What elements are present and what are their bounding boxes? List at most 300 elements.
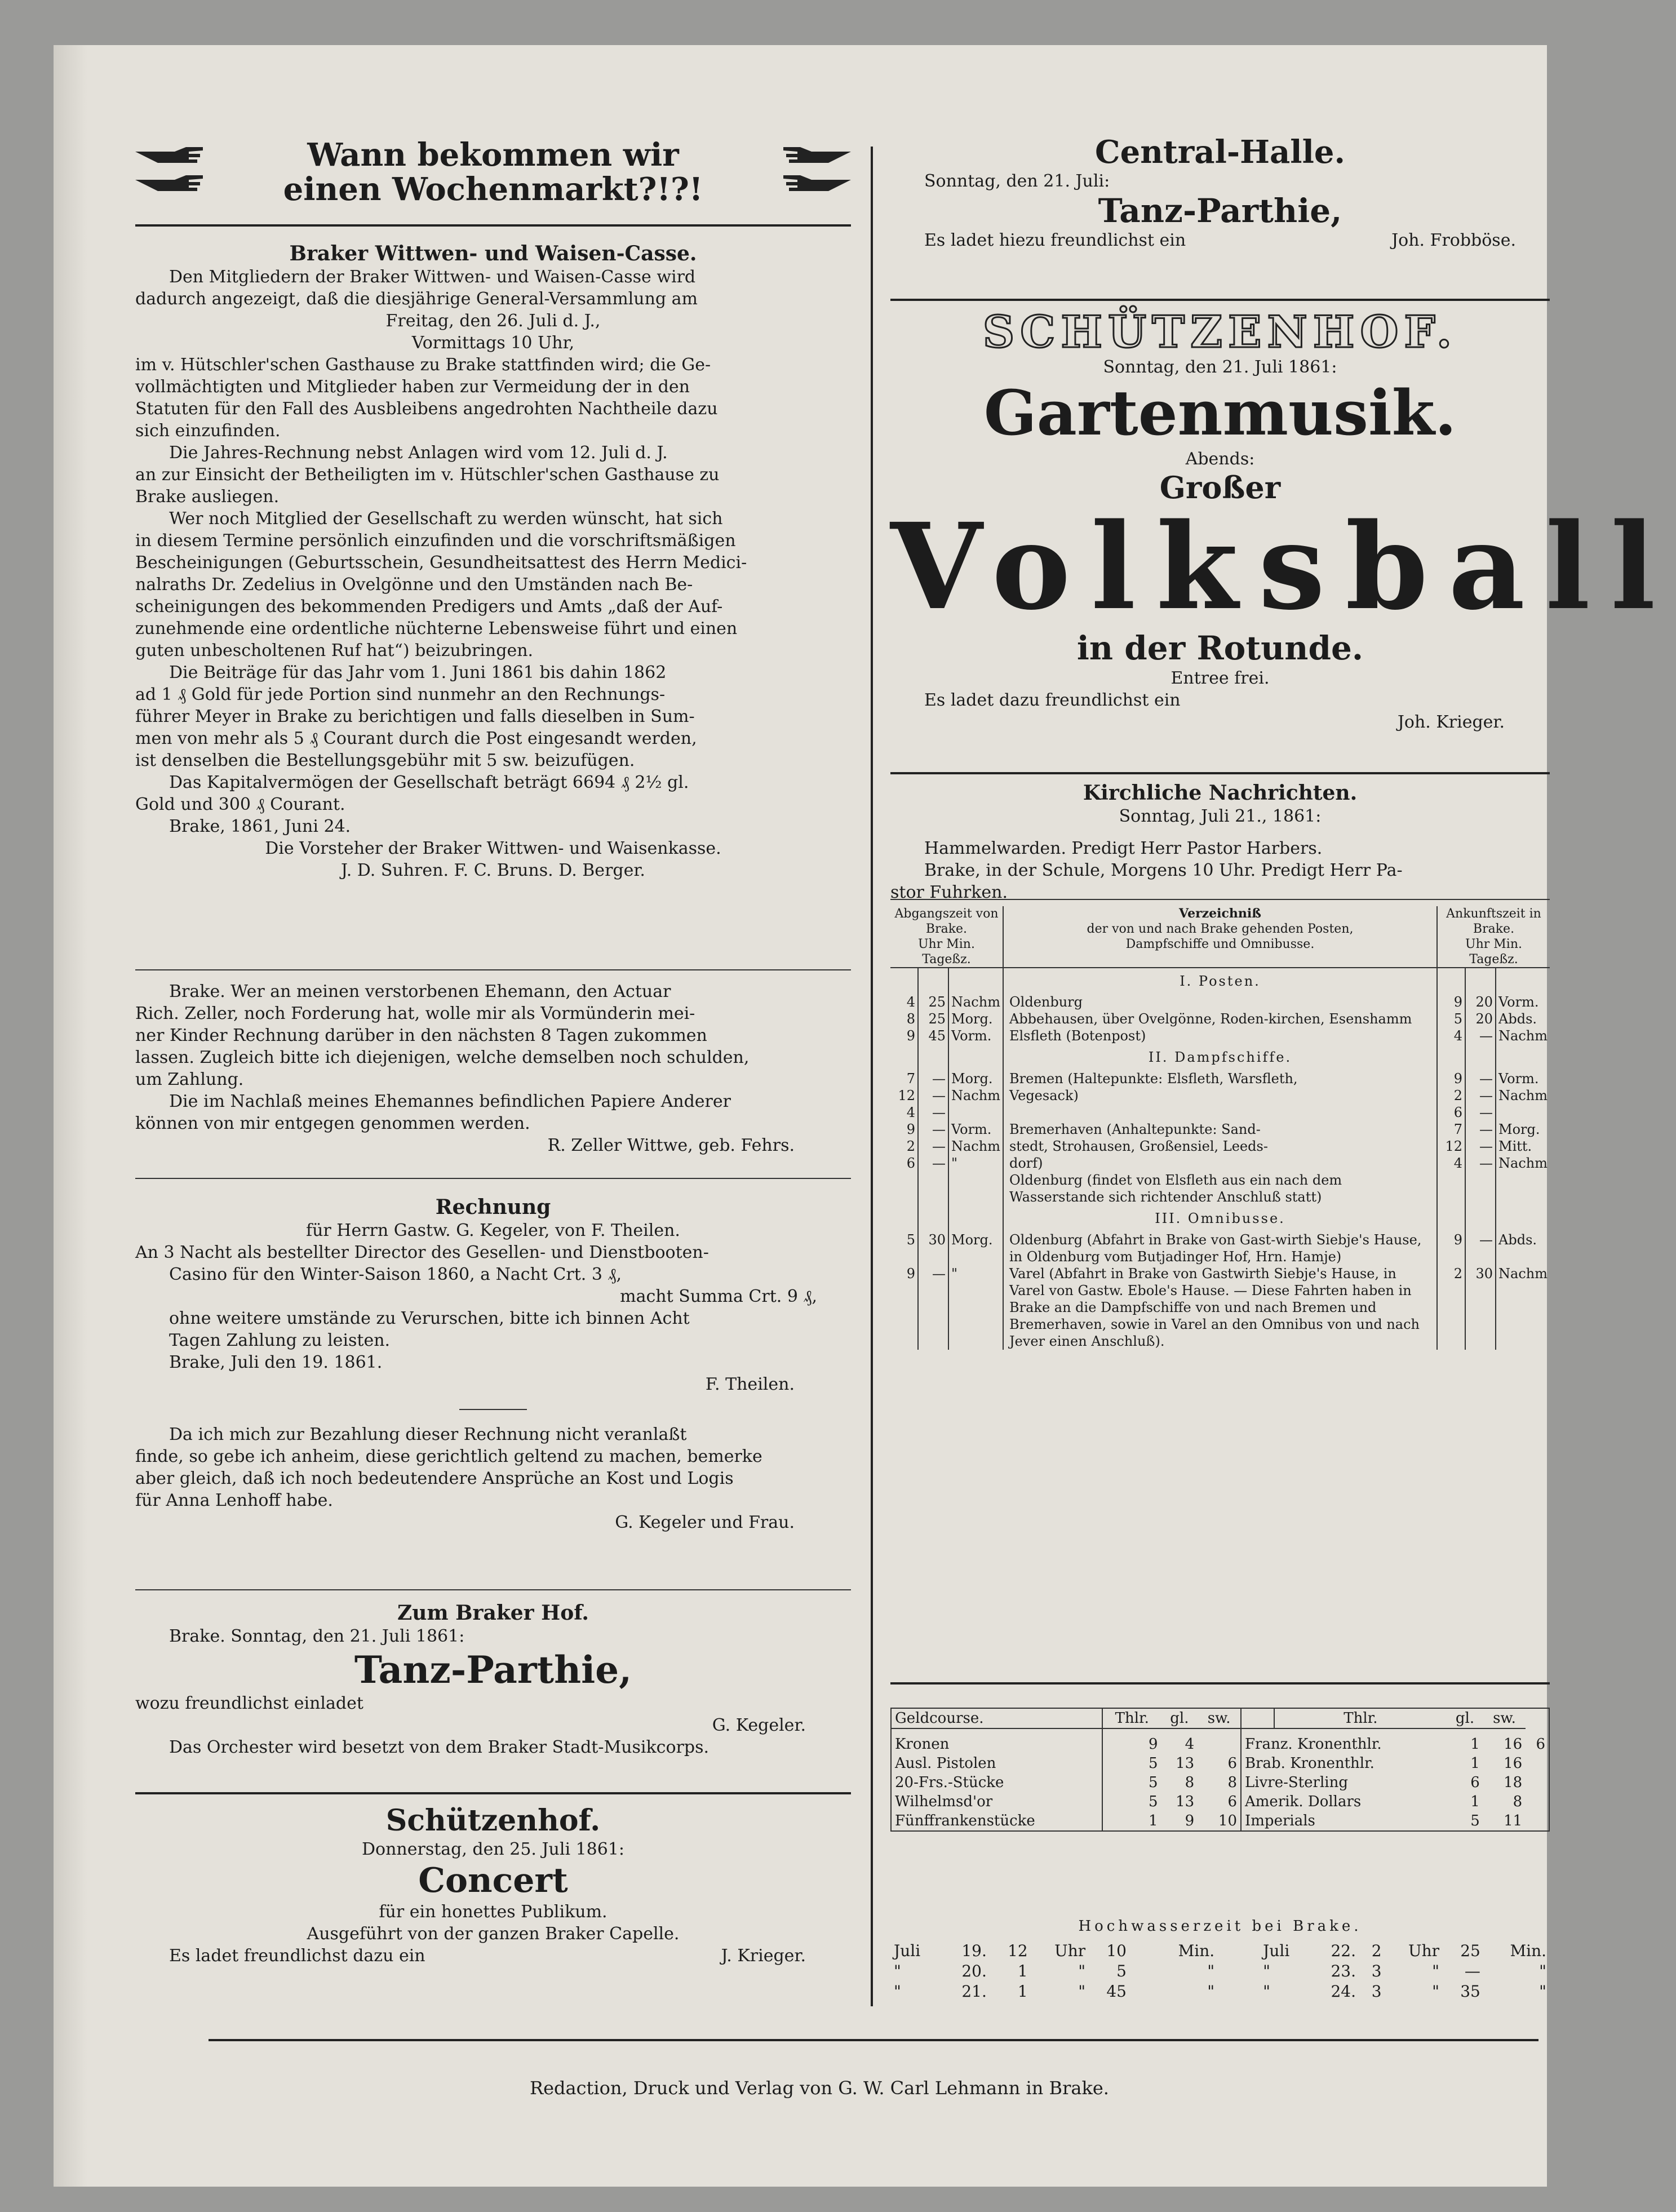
notice-line: macht Summa Crt. 9 ₰, (620, 1287, 817, 1306)
timetable-row (890, 1265, 1550, 1350)
time-cell: 30 (1465, 1265, 1496, 1350)
time-cell: 2 (1437, 1087, 1465, 1104)
time-cell: 8 (906, 1011, 915, 1027)
notice-line: führer Meyer in Brake zu berichtigen und falls dieselben in Sum- (135, 707, 695, 726)
currency-value: 18 (1504, 1774, 1523, 1791)
tide-cell: " (1432, 1982, 1440, 2001)
time-cell: 9 (1437, 994, 1465, 1010)
tide-table (890, 1916, 1550, 2002)
notice-line: Brake. Wer an meinen verstorbenen Ehemann, den Actuar (169, 982, 671, 1001)
currency-value: 13 (1176, 1755, 1195, 1772)
ad-signature: Joh. Krieger. (1397, 712, 1505, 732)
currency-value: 13 (1176, 1793, 1195, 1810)
currency-value: 9 (1149, 1736, 1158, 1753)
time-cell: 4 (906, 994, 915, 1010)
notice-line: können von mir entgegen genommen werden. (135, 1114, 530, 1133)
tide-cell: 19. (961, 1941, 987, 1960)
pointing-hand-icon (135, 172, 203, 194)
route-header-line: Dampfschiffe und Omnibusse. (1125, 937, 1315, 951)
ad-line: Donnerstag, den 25. Juli 1861: (361, 1839, 625, 1859)
church-line: Hammelwarden. Predigt Herr Pastor Harbers. (924, 839, 1323, 858)
rates-col-sw: sw. (1198, 1709, 1241, 1728)
notice-line: Die im Nachlaß meines Ehemannes befindlichen Papiere Anderer (169, 1092, 731, 1111)
currency-value (1526, 1811, 1549, 1830)
currency-value: 8 (1198, 1773, 1241, 1792)
timetable-row (890, 1205, 1550, 1231)
route-cell: dorf) (1003, 1155, 1437, 1172)
tide-cell: 3 (1371, 1982, 1382, 2001)
tide-cell: 23. (1331, 1962, 1356, 1980)
divider (135, 1178, 851, 1179)
timetable-row (890, 1087, 1550, 1104)
time-cell: — (1465, 1104, 1496, 1121)
notice-line: Vormittags 10 Uhr, (411, 333, 575, 353)
time-cell (948, 968, 1003, 994)
departure-units: Uhr Min. Tageßz. (918, 937, 975, 967)
tide-cell: " (1539, 1982, 1546, 2001)
notice-line: ohne weitere umstände zu Verurschen, bitte ich binnen Acht (169, 1309, 690, 1328)
notice-place-date: Brake, 1861, Juni 24. (169, 817, 351, 836)
ad-line: Es ladet freundlichst dazu ein (169, 1946, 425, 1966)
tide-cell: " (1078, 1982, 1086, 2001)
time-cell: " (948, 1265, 1003, 1350)
central-halle-ad (890, 134, 1550, 251)
church-line: stor Fuhrken. (890, 883, 1008, 902)
rates-col-gl: gl. (1447, 1709, 1483, 1728)
arrival-header (1437, 906, 1550, 968)
currency-name: Amerik. Dollars (1241, 1792, 1447, 1811)
invoice-title: Rechnung (435, 1195, 551, 1219)
time-cell: — (1465, 1027, 1496, 1044)
notice-line: Tagen Zahlung zu leisten. (169, 1331, 391, 1350)
time-cell (890, 1205, 918, 1231)
divider (890, 1682, 1550, 1685)
notice-line: ist denselben die Bestellungsgebühr mit 5 sw. beizufügen. (135, 751, 635, 770)
route-cell: I. Posten. (1003, 968, 1437, 994)
time-cell (1465, 1172, 1496, 1205)
time-cell: — (1465, 1138, 1496, 1155)
time-cell: 45 (918, 1027, 948, 1044)
time-cell: Vorm. (948, 1121, 1003, 1138)
timetable-row (890, 1172, 1550, 1205)
time-cell: 4 (1437, 1027, 1465, 1044)
notice-line: aber gleich, daß ich noch bedeutendere Ansprüche an Kost und Logis (135, 1469, 734, 1488)
ad-line: wozu freundlichst einladet (135, 1694, 363, 1713)
exchange-rate-row (892, 1754, 1549, 1773)
tide-cell: " (894, 1982, 901, 2001)
time-cell: 7 (906, 1071, 915, 1087)
invoice-notice (135, 1195, 851, 1533)
divider (890, 899, 1550, 900)
currency-value (1526, 1792, 1549, 1811)
notice-line: für Herrn Gastw. G. Kegeler, von F. Theilen. (306, 1221, 680, 1240)
ad-line: Das Orchester wird besetzt von dem Braker Stadt-Musikcorps. (169, 1737, 710, 1757)
time-cell (1496, 1205, 1550, 1231)
rates-spacer (1241, 1709, 1274, 1728)
time-cell (1437, 1044, 1465, 1070)
time-cell: 20 (1465, 994, 1496, 1010)
timetable-row (890, 1027, 1550, 1044)
time-cell: — (1465, 1070, 1496, 1087)
church-news (890, 781, 1550, 903)
currency-value: 1 (1470, 1755, 1480, 1772)
tide-row (890, 1982, 1550, 2002)
time-cell (918, 968, 948, 994)
ad-title: SCHÜTZENHOF. (982, 307, 1458, 358)
route-header (1003, 906, 1437, 968)
currency-value (1198, 1728, 1241, 1754)
time-cell: Nachm (1496, 1027, 1550, 1044)
time-cell: 4 (1437, 1155, 1465, 1172)
time-cell: 20 (1465, 1010, 1496, 1027)
tide-cell: Min. (1178, 1941, 1215, 1960)
ad-line: Großer (1159, 469, 1281, 506)
pointing-hand-icon (783, 144, 851, 166)
church-line: Sonntag, Juli 21., 1861: (1119, 806, 1322, 826)
tide-cell: 12 (1008, 1941, 1028, 1960)
ad-line: für ein honettes Publikum. (379, 1902, 608, 1922)
arrival-header-label: Ankunftszeit in Brake. (1446, 907, 1541, 936)
time-cell: — (918, 1070, 948, 1087)
time-cell (1465, 968, 1496, 994)
ad-line: Sonntag, den 21. Juli: (924, 171, 1110, 191)
currency-value: 6 (1470, 1774, 1480, 1791)
market-title-line2: einen Wochenmarkt?!?! (283, 171, 703, 208)
divider (135, 1792, 851, 1794)
time-cell: Vorm. (1496, 1070, 1550, 1087)
braker-hof-ad (135, 1601, 851, 1758)
tide-cell: 20. (961, 1962, 987, 1980)
currency-name: Imperials (1241, 1811, 1447, 1830)
tide-cell: 21. (961, 1982, 987, 2001)
time-cell: — (918, 1121, 948, 1138)
widow-fund-notice (135, 241, 851, 881)
tide-cell: Uhr (1408, 1941, 1440, 1960)
divider (135, 224, 851, 227)
tide-cell: " (1539, 1962, 1546, 1980)
time-cell: — (1465, 1087, 1496, 1104)
notice-line: lassen. Zugleich bitte ich diejenigen, welche demselben noch schulden, (135, 1048, 750, 1067)
currency-name: Brab. Kronenthlr. (1241, 1754, 1447, 1773)
time-cell (890, 968, 918, 994)
notice-line: Statuten für den Fall des Ausbleibens angedrohten Nachtheile dazu (135, 399, 718, 419)
notice-line: nalraths Dr. Zedelius in Ovelgönne und den Umständen nach Be- (135, 575, 693, 595)
time-cell (1437, 1172, 1465, 1205)
currency-value: 16 (1504, 1736, 1523, 1753)
tide-rows (890, 1941, 1550, 2002)
time-cell: Morg. (948, 1070, 1003, 1087)
time-cell: 9 (906, 1266, 915, 1282)
time-cell: — (918, 1104, 948, 1121)
tide-cell: 5 (1116, 1962, 1127, 1980)
ad-headline: Gartenmusik. (983, 376, 1457, 449)
ad-signature: Joh. Frobböse. (1391, 230, 1516, 250)
tide-cell: 25 (1460, 1941, 1480, 1960)
time-cell: 12 (1437, 1138, 1465, 1155)
time-cell: 6 (1437, 1104, 1465, 1121)
ad-line: in der Rotunde. (1076, 629, 1364, 667)
route-cell: Vegesack) (1003, 1087, 1437, 1104)
ad-line: Brake. Sonntag, den 21. Juli 1861: (169, 1626, 465, 1646)
currency-value: 5 (1470, 1812, 1480, 1829)
time-cell (948, 1044, 1003, 1070)
notice-signature: G. Kegeler und Frau. (615, 1513, 795, 1532)
notice-line: Rich. Zeller, noch Forderung hat, wolle mir als Vormünderin mei- (135, 1004, 695, 1023)
time-cell (1496, 1044, 1550, 1070)
route-cell: Bremerhaven (Anhaltepunkte: Sand- (1003, 1121, 1437, 1138)
timetable-row (890, 1070, 1550, 1087)
tide-cell: 1 (1017, 1962, 1028, 1980)
time-cell: — (918, 1138, 948, 1155)
ad-headline: Concert (418, 1861, 568, 1900)
currency-value: 1 (1149, 1812, 1158, 1829)
time-cell: 2 (906, 1138, 915, 1154)
time-cell: Vorm. (1496, 994, 1550, 1010)
route-cell: III. Omnibusse. (1003, 1205, 1437, 1231)
notice-line: um Zahlung. (135, 1070, 244, 1089)
currency-value: 8 (1513, 1793, 1523, 1810)
timetable-row (890, 968, 1550, 994)
tide-cell: Juli (894, 1941, 921, 1960)
notice-signature: F. Theilen. (705, 1375, 795, 1394)
tide-cell: 24. (1331, 1982, 1356, 2001)
currency-value: 4 (1185, 1736, 1195, 1753)
time-cell (1437, 968, 1465, 994)
time-cell: Nachm (1496, 1265, 1550, 1350)
time-cell: 9 (906, 1028, 915, 1044)
notice-line: Brake ausliegen. (135, 487, 280, 507)
currency-value: 1 (1470, 1736, 1480, 1753)
timetable-row (890, 994, 1550, 1010)
time-cell: 9 (1437, 1231, 1465, 1265)
market-header (135, 138, 851, 207)
tide-cell: " (1263, 1982, 1271, 2001)
ad-line: Sonntag, den 21. Juli 1861: (1103, 357, 1337, 377)
tide-title: Hochwasserzeit bei Brake. (1078, 1918, 1362, 1935)
tide-cell: 45 (1106, 1982, 1127, 2001)
church-line: Brake, in der Schule, Morgens 10 Uhr. Predigt Herr Pa- (924, 861, 1403, 880)
exchange-rate-row (892, 1728, 1549, 1754)
currency-value (1526, 1773, 1549, 1792)
time-cell: Nachm (948, 1087, 1003, 1104)
route-cell: Elsfleth (Botenpost) (1003, 1027, 1437, 1044)
ad-line: Abends: (1185, 449, 1255, 469)
tide-cell: 2 (1371, 1941, 1382, 1960)
tide-cell: Uhr (1054, 1941, 1086, 1960)
page-edge (54, 45, 87, 2187)
short-rule (459, 1409, 527, 1410)
currency-value: 5 (1149, 1793, 1158, 1810)
timetable-table (890, 906, 1550, 1350)
time-cell: — (1465, 1121, 1496, 1138)
time-cell (918, 1044, 948, 1070)
currency-value: 6 (1536, 1735, 1545, 1753)
time-cell: 7 (1437, 1121, 1465, 1138)
time-cell: Nachm (948, 994, 1003, 1010)
volksball-headline: Volksball (890, 497, 1676, 636)
currency-value: 10 (1198, 1811, 1241, 1830)
time-cell: 4 (906, 1105, 915, 1120)
time-cell: — (918, 1087, 948, 1104)
time-cell: Morg. (948, 1231, 1003, 1265)
tide-cell: 35 (1460, 1982, 1480, 2001)
currency-value: 16 (1504, 1755, 1523, 1772)
notice-line: Den Mitgliedern der Braker Wittwen- und Waisen-Casse wird (169, 267, 696, 287)
pointing-hand-icon (135, 144, 203, 166)
notice-signature: R. Zeller Wittwe, geb. Fehrs. (547, 1136, 795, 1155)
tide-cell: 10 (1106, 1941, 1127, 1960)
column-rule (871, 147, 873, 2006)
currency-value: 11 (1504, 1812, 1523, 1829)
time-cell (1496, 1172, 1550, 1205)
notice-line: Freitag, den 26. Juli d. J., (385, 311, 601, 331)
tide-cell: " (1207, 1962, 1215, 1980)
time-cell (948, 1104, 1003, 1121)
timetable-row (890, 1138, 1550, 1155)
time-cell (948, 1205, 1003, 1231)
notice-line: Gold und 300 ₰ Courant. (135, 795, 345, 814)
route-header-line: der von und nach Brake gehenden Posten, (1087, 922, 1354, 936)
tide-row (890, 1961, 1550, 1982)
ad-title: Central-Halle. (1095, 134, 1345, 171)
time-cell: Abds. (1496, 1231, 1550, 1265)
currency-name: Franz. Kronenthlr. (1241, 1728, 1447, 1754)
time-cell (1437, 1205, 1465, 1231)
tide-cell: Min. (1510, 1941, 1546, 1960)
ad-signature: J. Krieger. (721, 1946, 806, 1966)
timetable-row (890, 1010, 1550, 1027)
rates-col-gl: gl. (1161, 1709, 1198, 1728)
currency-value: 8 (1185, 1774, 1195, 1791)
tide-cell: " (1078, 1962, 1086, 1980)
time-cell: 30 (918, 1231, 948, 1265)
notice-line: an zur Einsicht der Betheiligten im v. Hütschler'schen Gasthause zu (135, 465, 720, 485)
ad-headline: Tanz-Parthie, (1098, 192, 1342, 230)
time-cell (918, 1205, 948, 1231)
notice-line: Casino für den Winter-Saison 1860, a Nacht Crt. 3 ₰, (169, 1265, 622, 1284)
arrival-units: Uhr Min. Tageßz. (1465, 937, 1522, 967)
time-cell (1496, 1104, 1550, 1121)
exchange-rate-row (892, 1792, 1549, 1811)
market-title-line1: Wann bekommen wir (307, 136, 679, 174)
tide-cell: — (1464, 1962, 1480, 1980)
departure-header-label: Abgangszeit von Brake. (894, 907, 999, 936)
time-cell: Nachm (1496, 1155, 1550, 1172)
currency-value: 5 (1149, 1755, 1158, 1772)
church-title: Kirchliche Nachrichten. (1083, 781, 1358, 805)
currency-name: 20-Frs.-Stücke (892, 1773, 1102, 1792)
tide-cell: 3 (1371, 1962, 1382, 1980)
divider (890, 299, 1550, 301)
exchange-rate-row (892, 1811, 1549, 1830)
route-cell: stedt, Strohausen, Großensiel, Leeds- (1003, 1138, 1437, 1155)
rates-title: Geldcourse. (892, 1709, 1102, 1728)
route-cell: II. Dampfschiffe. (1003, 1044, 1437, 1070)
time-cell: 2 (1437, 1265, 1465, 1350)
divider (135, 1589, 851, 1590)
time-cell (1465, 1205, 1496, 1231)
ad-signature: G. Kegeler. (712, 1715, 806, 1735)
tide-cell: " (1207, 1982, 1215, 2001)
notice-line: vollmächtigten und Mitglieder haben zur Vermeidung der in den (135, 377, 690, 397)
zeller-notice (135, 981, 851, 1156)
ad-line: Es ladet dazu freundlichst ein (924, 690, 1181, 710)
widow-fund-title: Braker Wittwen- und Waisen-Casse. (289, 242, 697, 265)
time-cell (890, 1044, 918, 1070)
pointing-hand-icon (783, 172, 851, 194)
notice-line: An 3 Nacht als bestellter Director des Gesellen- und Dienstbooten- (135, 1243, 709, 1262)
timetable-body (890, 968, 1550, 1350)
currency-value (1526, 1754, 1549, 1773)
route-cell: Varel (Abfahrt in Brake von Gastwirth Siebje's Hause, in Varel von Gastw. Ebole's Hause. — Diese Fahrten haben in Brake an die Dampfschiffe von und nach Bremen und Bremerhaven, sowie in Varel an den Omnibus von und nach Jever einen Anschluß). (1003, 1265, 1437, 1350)
currency-name: Fünffrankenstücke (892, 1811, 1102, 1830)
notice-line: finde, so gebe ich anheim, diese gerichtlich geltend zu machen, bemerke (135, 1447, 762, 1466)
time-cell (948, 1172, 1003, 1205)
exchange-rates-table (892, 1709, 1549, 1830)
time-cell (1496, 968, 1550, 994)
departure-header (890, 906, 1003, 968)
rates-col-thlr: Thlr. (1102, 1709, 1161, 1728)
timetable-row (890, 1044, 1550, 1070)
ad-title: Zum Braker Hof. (397, 1601, 589, 1625)
exchange-rates-body (892, 1728, 1549, 1830)
notice-line: men von mehr als 5 ₰ Courant durch die Post eingesandt werden, (135, 729, 697, 748)
currency-name: Ausl. Pistolen (892, 1754, 1102, 1773)
timetable-row (890, 1104, 1550, 1121)
currency-value: 6 (1198, 1754, 1241, 1773)
rates-col-thlr: Thlr. (1274, 1709, 1447, 1728)
time-cell: 5 (1437, 1010, 1465, 1027)
route-cell: Bremen (Haltepunkte: Elsfleth, Warsfleth, (1003, 1070, 1437, 1087)
time-cell: — (918, 1265, 948, 1350)
time-cell: 5 (906, 1232, 915, 1248)
notice-board: Die Vorsteher der Braker Wittwen- und Waisenkasse. (265, 839, 721, 858)
currency-value: 6 (1198, 1792, 1241, 1811)
route-cell: Oldenburg (1003, 994, 1437, 1010)
notice-line: scheinigungen des bekommenden Predigers und Amts „daß der Auf- (135, 597, 723, 617)
time-cell: Vorm. (948, 1027, 1003, 1044)
route-cell (1003, 1104, 1437, 1121)
tide-cell: 1 (1017, 1982, 1028, 2001)
time-cell: Morg. (948, 1010, 1003, 1027)
time-cell: — (918, 1155, 948, 1172)
notice-line: ner Kinder Rechnung darüber in den nächsten 8 Tagen zukommen (135, 1026, 707, 1045)
exchange-rate-row (892, 1773, 1549, 1792)
notice-line: ad 1 ₰ Gold für jede Portion sind nunmehr an den Rechnungs- (135, 685, 666, 704)
time-cell (890, 1172, 918, 1205)
time-cell: — (1465, 1231, 1496, 1265)
schuetzenhof-concert-ad (135, 1803, 851, 1967)
route-cell: Oldenburg (Abfahrt in Brake von Gast-wirth Siebje's Hause, in Oldenburg vom Butjadinger Hof, Hrn. Hamje) (1003, 1231, 1437, 1265)
tide-cell: " (1263, 1962, 1271, 1980)
tide-cell: " (894, 1962, 901, 1980)
time-cell: 6 (906, 1155, 915, 1171)
notice-line: Da ich mich zur Bezahlung dieser Rechnung nicht veranlaßt (169, 1425, 687, 1444)
currency-name: Kronen (892, 1728, 1102, 1754)
notice-line: Das Kapitalvermögen der Gesellschaft beträgt 6694 ₰ 2½ gl. (169, 773, 689, 792)
timetable-row (890, 1155, 1550, 1172)
notice-line: in diesem Termine persönlich einzufinden und die vorschriftsmäßigen (135, 531, 736, 551)
time-cell (918, 1172, 948, 1205)
time-cell: " (948, 1155, 1003, 1172)
notice-line: zunehmende eine ordentliche nüchterne Lebensweise führt und einen (135, 619, 738, 639)
ad-title: Schützenhof. (385, 1803, 601, 1838)
notice-line: Wer noch Mitglied der Gesellschaft zu werden wünscht, hat sich (169, 509, 723, 529)
divider (135, 969, 851, 970)
time-cell: Nachm (948, 1138, 1003, 1155)
currency-name: Livre-Sterling (1241, 1773, 1447, 1792)
divider (890, 772, 1550, 774)
